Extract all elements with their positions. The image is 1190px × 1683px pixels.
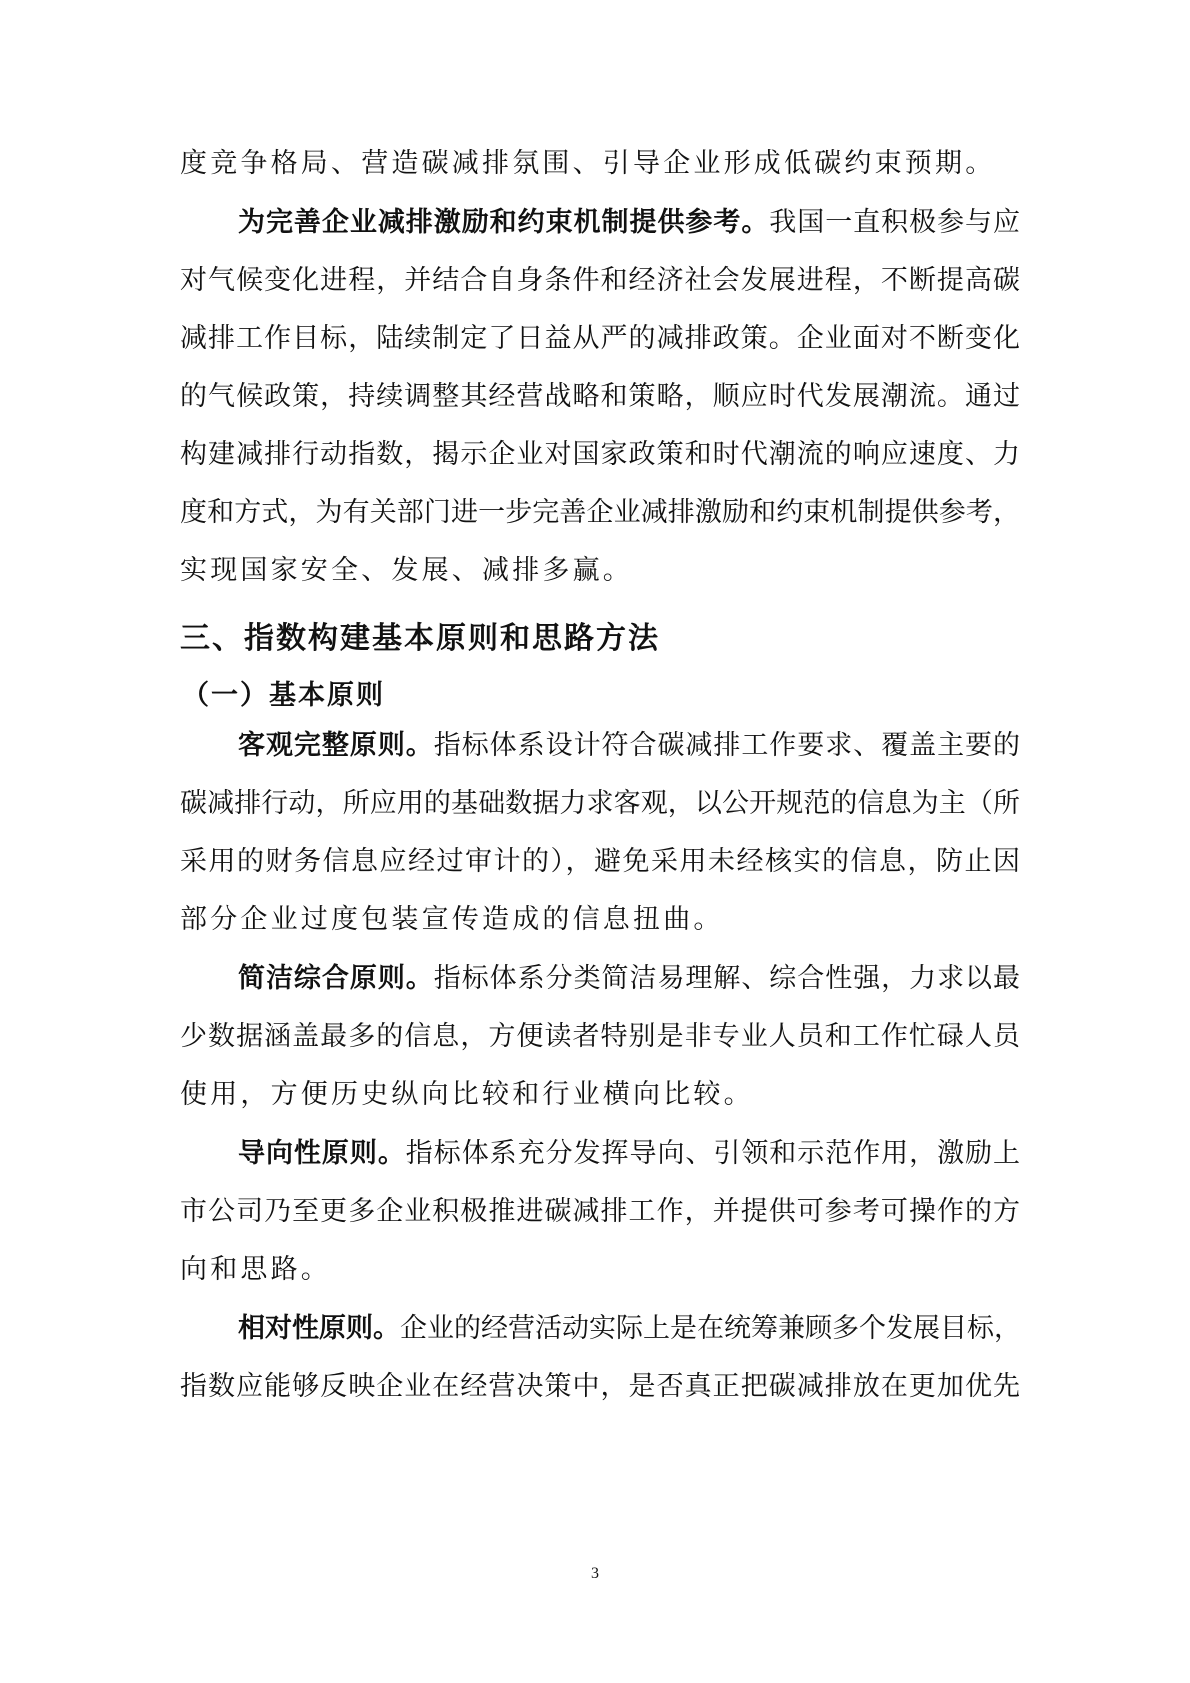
paragraph-line: 构建减排行动指数，揭示企业对国家政策和时代潮流的响应速度、力 bbox=[180, 439, 1020, 470]
paragraph-lead: 客观完整原则。 bbox=[238, 730, 434, 761]
paragraph-line: 实现国家安全、发展、减排多赢。 bbox=[180, 555, 633, 586]
paragraph-text: 指标体系设计符合碳减排工作要求、覆盖主要的 bbox=[433, 730, 1021, 761]
paragraph-line: 减排工作目标，陆续制定了日益从严的减排政策。企业面对不断变化 bbox=[180, 323, 1020, 354]
paragraph-line: 的气候政策，持续调整其经营战略和策略，顺应时代发展潮流。通过 bbox=[180, 381, 1020, 412]
paragraph-text: 我国一直积极参与应 bbox=[769, 207, 1021, 238]
paragraph-line bbox=[238, 1315, 1020, 1342]
paragraph-line: 向和思路。 bbox=[180, 1254, 331, 1285]
paragraph-line: 碳减排行动，所应用的基础数据力求客观，以公开规范的信息为主（所 bbox=[180, 788, 1020, 819]
paragraph-lead: 简洁综合原则。 bbox=[238, 963, 434, 994]
paragraph-line bbox=[238, 732, 1020, 759]
paragraph-line: 使用，方便历史纵向比较和行业横向比较。 bbox=[180, 1079, 754, 1110]
paragraph-line: 对气候变化进程，并结合自身条件和经济社会发展进程，不断提高碳 bbox=[180, 265, 1020, 296]
paragraph-line bbox=[238, 965, 1020, 992]
paragraph-line: 市公司乃至更多企业积极推进碳减排工作，并提供可参考可操作的方 bbox=[180, 1196, 1020, 1227]
paragraph-line: 指数应能够反映企业在经营决策中，是否真正把碳减排放在更加优先 bbox=[180, 1371, 1020, 1402]
paragraph-lead: 相对性原则。 bbox=[238, 1313, 400, 1344]
paragraph-lead: 为完善企业减排激励和约束机制提供参考。 bbox=[238, 207, 770, 238]
paragraph-line: 采用的财务信息应经过审计的），避免采用未经核实的信息，防止因 bbox=[180, 846, 1020, 877]
paragraph-lead: 导向性原则。 bbox=[238, 1138, 406, 1169]
paragraph-line: 部分企业过度包装宣传造成的信息扭曲。 bbox=[180, 904, 724, 935]
section-heading: 三、指数构建基本原则和思路方法 bbox=[180, 621, 660, 656]
paragraph-line: 少数据涵盖最多的信息，方便读者特别是非专业人员和工作忙碌人员 bbox=[180, 1021, 1020, 1052]
paragraph-text: 企业的经营活动实际上是在统筹兼顾多个发展目标， bbox=[400, 1313, 1021, 1344]
paragraph-line bbox=[238, 209, 1020, 236]
paragraph-line: 度和方式，为有关部门进一步完善企业减排激励和约束机制提供参考， bbox=[180, 497, 1020, 528]
paragraph-text: 指标体系分类简洁易理解、综合性强，力求以最 bbox=[433, 963, 1021, 994]
paragraph-line bbox=[238, 1140, 1020, 1167]
page-number: 3 bbox=[591, 1565, 599, 1582]
subsection-heading: （一）基本原则 bbox=[182, 680, 385, 711]
paragraph-line: 度竞争格局、营造碳减排氛围、引导企业形成低碳约束预期。 bbox=[180, 148, 996, 179]
paragraph-text: 指标体系充分发挥导向、引领和示范作用，激励上 bbox=[405, 1138, 1021, 1169]
